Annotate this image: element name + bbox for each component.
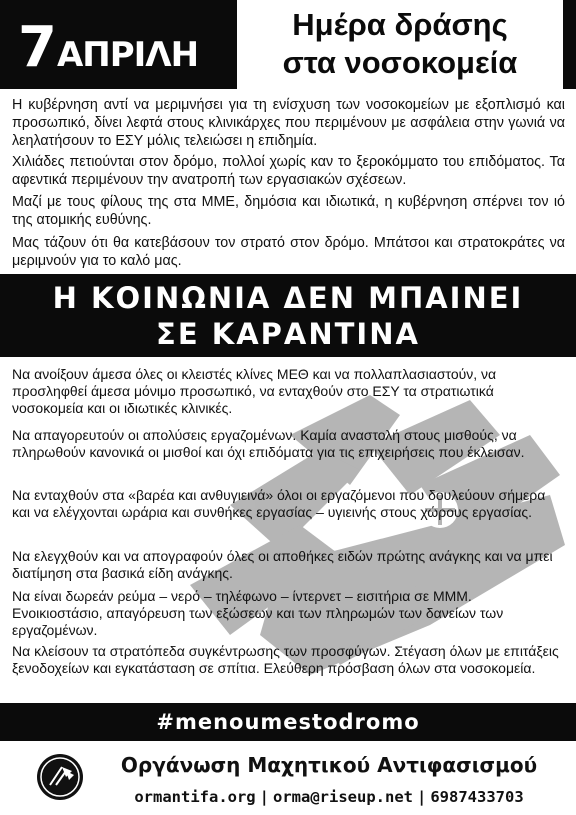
header-band — [0, 0, 576, 89]
separator: | — [259, 788, 269, 806]
headline-line-1: Ημέρα δράσης — [292, 7, 508, 42]
intro-paragraph-4: Μας τάζουν ότι θα κατεβάσουν τον στρατό στον δρόμο. Μπάτσοι και στρατοκράτες να μεριμνούν για το καλό μας. — [12, 235, 565, 269]
demand-item-5: Να είναι δωρεάν ρεύμα – νερό – τηλέφωνο – ίντερνετ – εισιτήρια σε ΜΜΜ. Ενοικιοστάσιο, απαγόρευση των εξώσεων και των πληρωμών των δανείων των εργαζομένων. — [12, 588, 504, 638]
hashtag-band — [0, 703, 576, 741]
demand-item-1: Να ανοίξουν άμεσα όλες οι κλειστές κλίνες ΜΕΘ και να πολλαπλασιαστούν, να προσληφθεί άμεσα μόνιμο προσωπικό, να ενταχθούν στο ΕΣΥ τα στρατιωτικά νοσοκομεία και οι ιδιωτικές κλινικές. — [12, 366, 497, 416]
intro-paragraph-2: Χιλιάδες πετιούνται στον δρόμο, πολλοί χωρίς καν το ξεροκόμματο του επιδόματος. Τα αφεντικά περιμένουν την ανατροπή των εργασιακών σχέσεων. — [12, 154, 565, 188]
website-link[interactable]: ormantifa.org — [134, 788, 256, 806]
slogan-band — [0, 274, 576, 357]
organization-name: Οργάνωση Μαχητικού Αντιφασισμού — [120, 753, 538, 777]
demand-item-3: Να ενταχθούν στα «βαρέα και ανθυγιεινά» όλοι οι εργαζόμενοι που δουλεύουν σήμερα και να ελέγχονται ωράρια και συνθήκες εργασίας – υγιεινής στους χώρους εργασίας. — [12, 487, 546, 520]
intro-paragraph-3: Μαζί με τους φίλους της στα ΜΜΕ, δημόσια και ιδιωτικά, η κυβέρνηση σπέρνει τον ιό της ατομικής ευθύνης. — [12, 194, 565, 228]
headline-line-2: στα νοσοκομεία — [282, 45, 518, 80]
intro-paragraph-1: Η κυβέρνηση αντί να μεριμνήσει για τη ενίσχυση των νοσοκομείων με εξοπλισμό και προσωπικό, δίνει λεφτά στους κλινικάρχες που περιμένουν με ασφάλεια στην γωνιά να λεηλατήσουν το ΕΣΥ μόλις τελειώσει η επιδημία. — [12, 97, 565, 149]
demand-item-4: Να ελεγχθούν και να απογραφούν όλες οι αποθήκες ειδών πρώτης ανάγκης και να μπει διατίμηση στα βασικά είδη ανάγκης. — [12, 548, 553, 581]
date-number: 7 — [18, 15, 55, 80]
demand-item-2: Να απαγορευτούν οι απολύσεις εργαζομένων. Καμία αναστολή στους μισθούς, να πληρωθούν κανονικά οι μισθοί και όχι επιδόματα για τις επιχειρήσεις που έκλεισαν. — [12, 427, 525, 460]
date-label — [18, 15, 199, 83]
contact-line — [94, 786, 564, 808]
slogan-line-2: ΣΕ ΚΑΡΑΝΤΙΝΑ — [156, 317, 420, 351]
hashtag: #menoumestodromo — [156, 710, 420, 734]
slogan-line-1: Η ΚΟΙΝΩΝΙΑ ΔΕΝ ΜΠΑΙΝΕΙ — [52, 281, 524, 315]
demand-item-6: Να κλείσουν τα στρατόπεδα συγκέντρωσης των προσφύγων. Στέγαση όλων με επιτάξεις ξενοδοχείων και εγκατάσταση σε σπίτια. Ελεύθερη πρόσβαση όλων στα νοσοκομεία. — [12, 643, 559, 676]
email-link[interactable]: orma@riseup.net — [273, 788, 413, 806]
date-month: ΑΠΡΙΛΗ — [56, 35, 199, 75]
antifa-flags-icon — [36, 753, 84, 801]
separator: | — [416, 788, 427, 806]
headline-box — [237, 0, 563, 89]
phone-number: 6987433703 — [430, 788, 524, 806]
